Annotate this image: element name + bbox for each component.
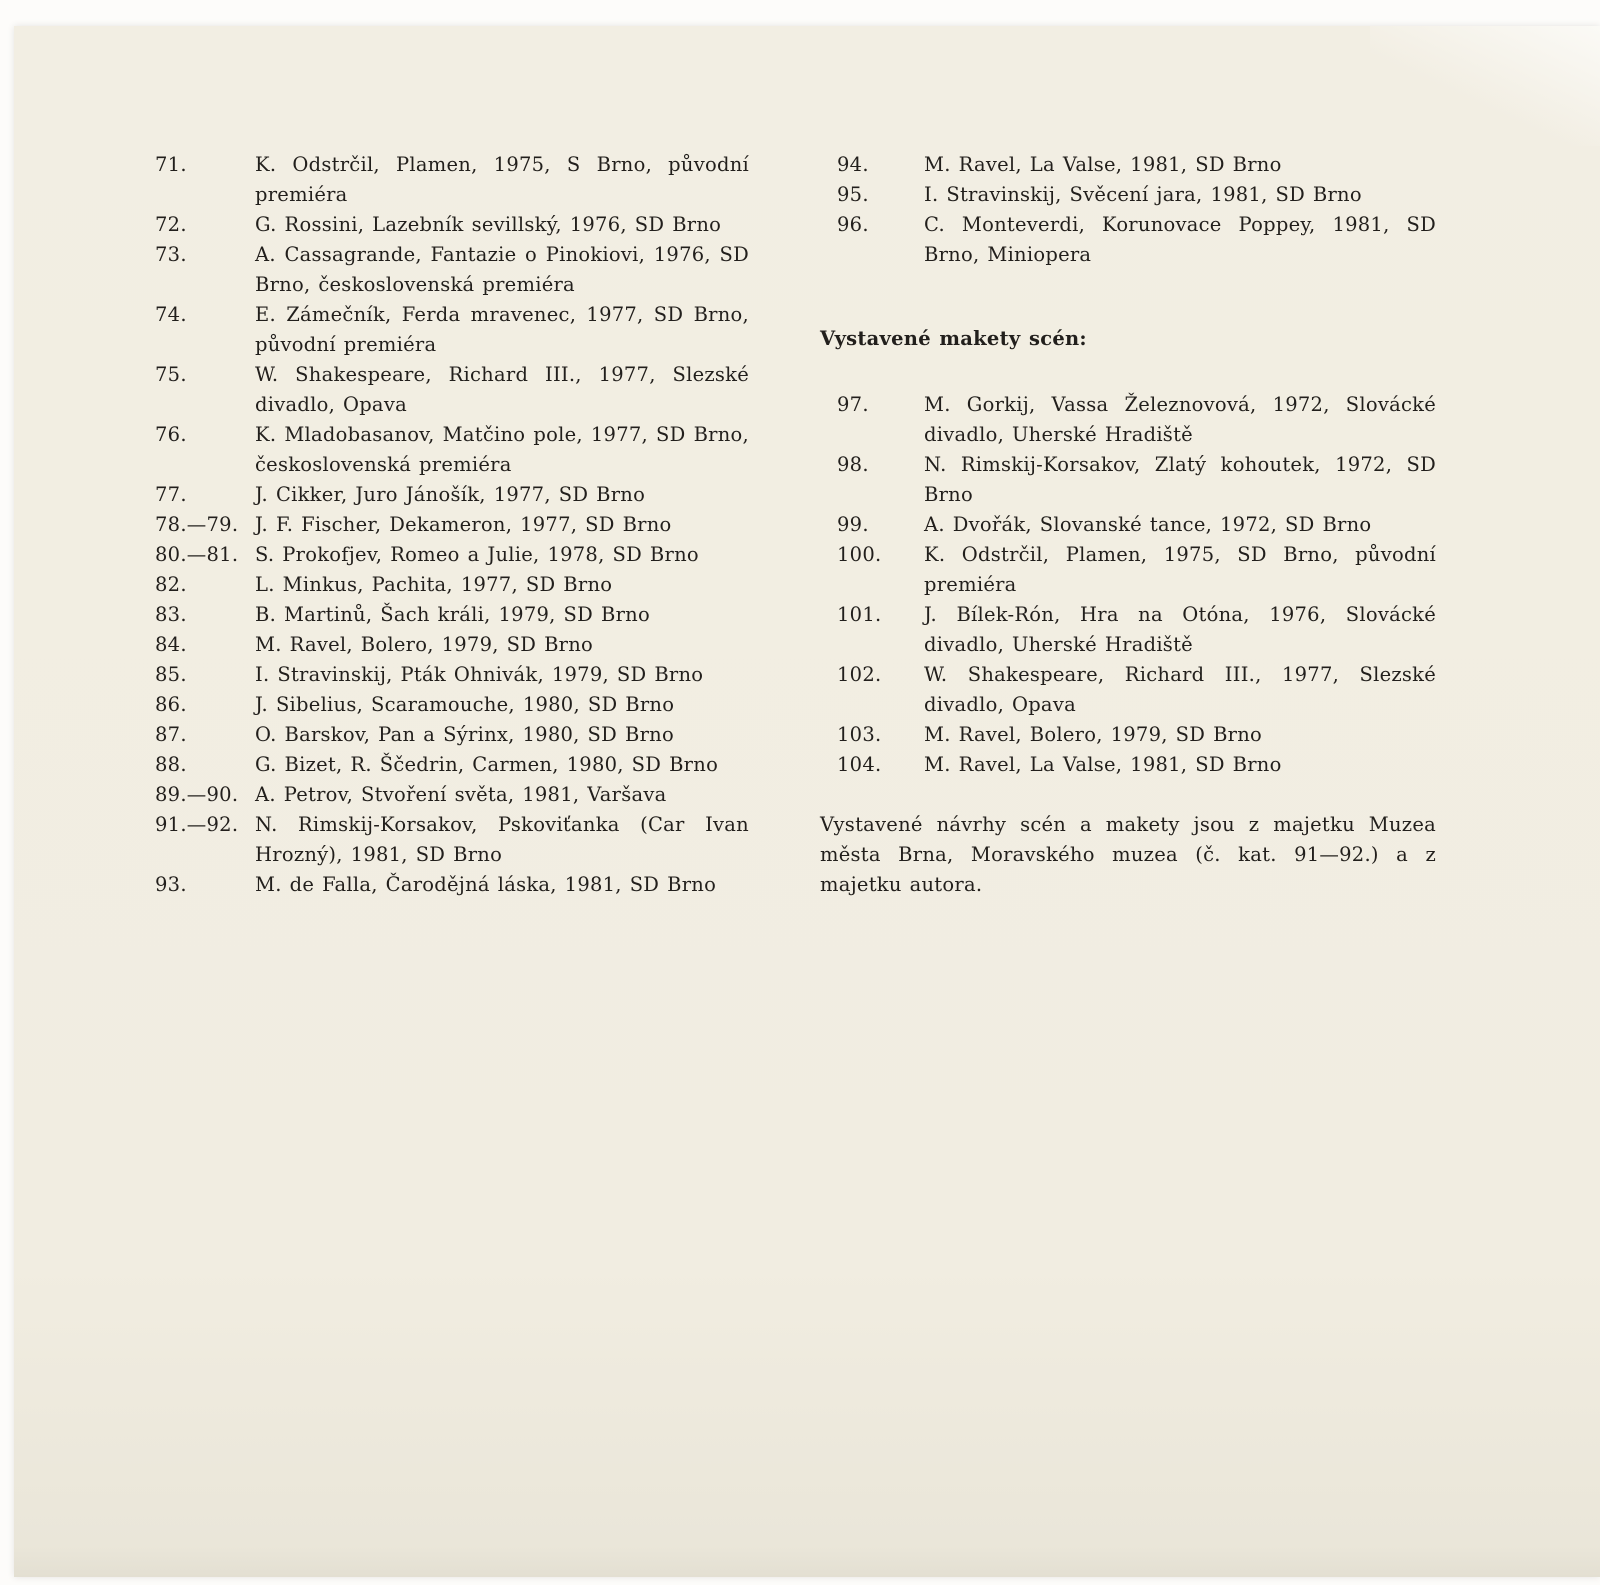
item-text: K. Mladobasanov, Matčino pole, 1977, SD Brno, československá premiéra	[255, 423, 749, 476]
list-item	[820, 540, 1436, 600]
item-number: 102.	[837, 663, 882, 686]
item-number: 87.	[155, 723, 187, 746]
list-item	[155, 420, 749, 480]
item-number: 83.	[155, 603, 187, 626]
list-item	[155, 720, 749, 750]
item-number: 84.	[155, 633, 187, 656]
item-text: J. Bílek-Rón, Hra na Otóna, 1976, Slovácké divadlo, Uherské Hradiště	[924, 603, 1436, 656]
list-item	[155, 870, 749, 900]
page-corner-fold	[1370, 26, 1600, 146]
item-text: K. Odstrčil, Plamen, 1975, SD Brno, původní premiéra	[924, 543, 1436, 596]
item-number: 101.	[837, 603, 882, 626]
item-text: M. Ravel, La Valse, 1981, SD Brno	[924, 153, 1282, 176]
item-text: K. Odstrčil, Plamen, 1975, S Brno, původní premiéra	[255, 153, 749, 206]
item-number: 104.	[837, 753, 882, 776]
list-item	[155, 660, 749, 690]
item-text: M. Ravel, Bolero, 1979, SD Brno	[924, 723, 1263, 746]
section-heading: Vystavené makety scén:	[820, 327, 1087, 350]
list-item	[820, 600, 1436, 660]
list-item	[155, 630, 749, 660]
left-column	[155, 150, 749, 900]
list-item	[820, 450, 1436, 510]
item-text: G. Bizet, R. Ščedrin, Carmen, 1980, SD Brno	[255, 753, 719, 776]
item-text: J. Cikker, Juro Jánošík, 1977, SD Brno	[255, 483, 646, 506]
item-number: 96.	[837, 213, 869, 236]
item-text: O. Barskov, Pan a Sýrinx, 1980, SD Brno	[255, 723, 674, 746]
list-item	[820, 660, 1436, 720]
item-text: J. Sibelius, Scaramouche, 1980, SD Brno	[255, 693, 675, 716]
item-text: I. Stravinskij, Svěcení jara, 1981, SD Brno	[924, 183, 1362, 206]
list-item	[155, 690, 749, 720]
item-number: 89.—90.	[155, 783, 239, 806]
item-number: 78.—79.	[155, 513, 239, 536]
item-number: 73.	[155, 243, 187, 266]
item-text: C. Monteverdi, Korunovace Poppey, 1981, SD Brno, Miniopera	[924, 213, 1436, 266]
list-item	[155, 570, 749, 600]
item-number: 103.	[837, 723, 882, 746]
item-text: M. Gorkij, Vassa Železnovová, 1972, Slovácké divadlo, Uherské Hradiště	[924, 393, 1436, 446]
list-item	[820, 150, 1436, 180]
list-item	[155, 540, 749, 570]
list-item	[155, 240, 749, 300]
item-number: 71.	[155, 153, 187, 176]
item-number: 77.	[155, 483, 187, 506]
item-number: 93.	[155, 873, 187, 896]
item-number: 74.	[155, 303, 187, 326]
list-item	[820, 510, 1436, 540]
list-item	[155, 150, 749, 210]
list-item	[820, 180, 1436, 210]
list-item	[155, 360, 749, 420]
item-text: G. Rossini, Lazebník sevillský, 1976, SD Brno	[255, 213, 722, 236]
item-number: 82.	[155, 573, 187, 596]
item-number: 80.—81.	[155, 543, 239, 566]
item-number: 99.	[837, 513, 869, 536]
item-text: M. Ravel, Bolero, 1979, SD Brno	[255, 633, 594, 656]
list-item	[155, 600, 749, 630]
list-item	[155, 780, 749, 810]
right-column	[820, 150, 1436, 900]
item-text: L. Minkus, Pachita, 1977, SD Brno	[255, 573, 613, 596]
item-number: 98.	[837, 453, 869, 476]
item-text: N. Rimskij-Korsakov, Zlatý kohoutek, 1972, SD Brno	[924, 453, 1436, 506]
list-item	[155, 750, 749, 780]
item-text: M. Ravel, La Valse, 1981, SD Brno	[924, 753, 1282, 776]
list-item	[155, 810, 749, 870]
item-text: N. Rimskij-Korsakov, Pskoviťanka (Car Ivan Hrozný), 1981, SD Brno	[255, 813, 749, 866]
item-number: 100.	[837, 543, 882, 566]
item-number: 97.	[837, 393, 869, 416]
item-number: 94.	[837, 153, 869, 176]
list-item	[155, 300, 749, 360]
item-number: 76.	[155, 423, 187, 446]
list-item	[155, 480, 749, 510]
item-number: 95.	[837, 183, 869, 206]
list-item	[820, 390, 1436, 450]
paper-page	[14, 26, 1600, 1577]
list-item	[820, 210, 1436, 270]
item-number: 88.	[155, 753, 187, 776]
item-text: A. Cassagrande, Fantazie o Pinokiovi, 1976, SD Brno, československá premiéra	[255, 243, 749, 296]
item-text: B. Martinů, Šach králi, 1979, SD Brno	[255, 603, 650, 626]
item-text: W. Shakespeare, Richard III., 1977, Slezské divadlo, Opava	[924, 663, 1436, 716]
item-number: 72.	[155, 213, 187, 236]
item-text: J. F. Fischer, Dekameron, 1977, SD Brno	[255, 513, 672, 536]
list-item	[820, 750, 1436, 780]
item-text: E. Zámečník, Ferda mravenec, 1977, SD Brno, původní premiéra	[255, 303, 749, 356]
item-text: I. Stravinskij, Pták Ohnivák, 1979, SD Brno	[255, 663, 704, 686]
list-item	[155, 210, 749, 240]
item-number: 86.	[155, 693, 187, 716]
list-item	[820, 720, 1436, 750]
list-item	[155, 510, 749, 540]
footer-paragraph: Vystavené návrhy scén a makety jsou z majetku Muzea města Brna, Moravského muzea (č. kat. 91—92.) a z majetku autora.	[820, 813, 1436, 896]
item-number: 91.—92.	[155, 813, 239, 836]
item-text: W. Shakespeare, Richard III., 1977, Slezské divadlo, Opava	[255, 363, 749, 416]
item-number: 75.	[155, 363, 187, 386]
item-text: S. Prokofjev, Romeo a Julie, 1978, SD Brno	[255, 543, 699, 566]
item-text: A. Petrov, Stvoření světa, 1981, Varšava	[255, 783, 667, 806]
item-text: M. de Falla, Čarodějná láska, 1981, SD Brno	[255, 873, 717, 896]
item-number: 85.	[155, 663, 187, 686]
item-text: A. Dvořák, Slovanské tance, 1972, SD Brno	[924, 513, 1372, 536]
